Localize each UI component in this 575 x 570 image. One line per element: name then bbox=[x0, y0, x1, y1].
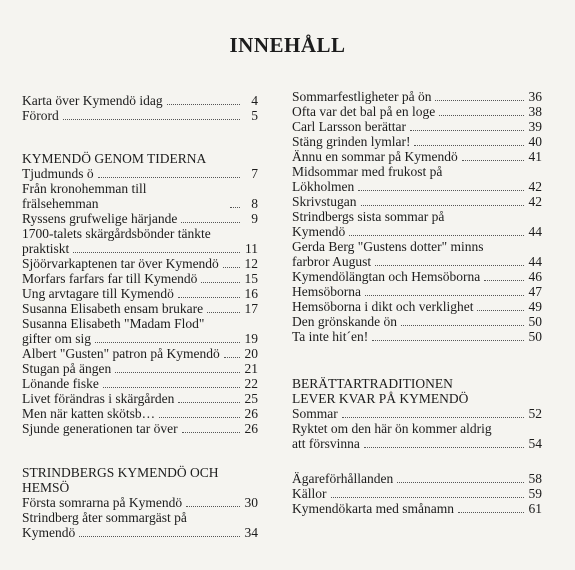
entry-title-line: Strindbergs sista sommar på bbox=[292, 209, 445, 224]
entry-title: Susanna Elisabeth ensam brukare bbox=[22, 301, 204, 316]
toc-entry bbox=[22, 166, 258, 181]
entry-page: 30 bbox=[244, 495, 258, 510]
dot-leader bbox=[397, 482, 524, 483]
entry-page: 19 bbox=[244, 331, 258, 346]
dot-leader bbox=[439, 115, 524, 116]
section-heading: BERÄTTARTRADITIONEN bbox=[292, 376, 453, 391]
dot-leader bbox=[223, 267, 240, 268]
entry-title: Ta inte hit´en! bbox=[292, 329, 369, 344]
entry-page: 50 bbox=[528, 329, 542, 344]
toc-entry bbox=[292, 421, 542, 451]
dot-leader bbox=[458, 512, 524, 513]
dot-leader bbox=[410, 130, 524, 131]
entry-title-line: 1700-talets skärgårdsbönder tänkte bbox=[22, 226, 211, 241]
dot-leader bbox=[372, 340, 524, 341]
entry-page: 5 bbox=[251, 108, 258, 123]
entry-page: 41 bbox=[528, 149, 542, 164]
dot-leader bbox=[224, 357, 240, 358]
entry-title: Förord bbox=[22, 108, 59, 123]
section-kymendo-genom-tiderna bbox=[22, 151, 258, 436]
toc-entry bbox=[22, 226, 258, 256]
entry-page: 47 bbox=[528, 284, 542, 299]
toc-entry bbox=[292, 314, 542, 329]
toc-entry bbox=[292, 134, 542, 149]
dot-leader bbox=[181, 222, 240, 223]
entry-title: Ryssens grufwelige härjande bbox=[22, 211, 178, 226]
toc-entry bbox=[292, 471, 542, 486]
entry-title: praktiskt bbox=[22, 241, 70, 256]
toc-entry bbox=[292, 284, 542, 299]
left-group-intro bbox=[22, 93, 258, 123]
section-strindbergs-kymendo bbox=[22, 465, 258, 540]
toc-entry bbox=[292, 149, 542, 164]
entry-title: Hemsöborna bbox=[292, 284, 361, 299]
dot-leader bbox=[95, 342, 240, 343]
entry-title: Livet förändras i skärgården bbox=[22, 391, 175, 406]
toc-entry bbox=[22, 301, 258, 316]
entry-title-line: Ryktet om den här ön kommer aldrig bbox=[292, 421, 492, 436]
entry-page: 61 bbox=[528, 501, 542, 516]
entry-page: 50 bbox=[528, 314, 542, 329]
entry-title: Men när katten skötsb… bbox=[22, 406, 156, 421]
entry-title: Kymendö bbox=[22, 525, 76, 540]
entry-title-line: Gerda Berg "Gustens dotter" minns bbox=[292, 239, 484, 254]
dot-leader bbox=[73, 252, 240, 253]
entry-title: Från kronohemman till frälsehemman bbox=[22, 181, 150, 211]
entry-page: 58 bbox=[528, 471, 542, 486]
entry-page: 15 bbox=[244, 271, 258, 286]
toc-entry bbox=[292, 239, 542, 269]
dot-leader bbox=[115, 372, 240, 373]
section-heading: HEMSÖ bbox=[22, 480, 70, 495]
dot-leader bbox=[484, 280, 524, 281]
entry-page: 46 bbox=[528, 269, 542, 284]
entry-page: 7 bbox=[251, 166, 258, 181]
toc-entry bbox=[22, 495, 258, 510]
dot-leader bbox=[361, 205, 524, 206]
dot-leader bbox=[375, 265, 524, 266]
entry-title: Första somrarna på Kymendö bbox=[22, 495, 183, 510]
dot-leader bbox=[63, 119, 240, 120]
entry-page: 21 bbox=[244, 361, 258, 376]
entry-title: Ofta var det bal på en loge bbox=[292, 104, 436, 119]
dot-leader bbox=[167, 104, 240, 105]
toc-entry bbox=[22, 256, 258, 271]
toc-entry bbox=[292, 209, 542, 239]
entry-title: Sjunde generationen tar över bbox=[22, 421, 178, 436]
toc-entry bbox=[22, 346, 258, 361]
entry-page: 4 bbox=[251, 93, 258, 108]
entry-page: 59 bbox=[528, 486, 542, 501]
entry-title: Albert "Gusten" patron på Kymendö bbox=[22, 346, 220, 361]
dot-leader bbox=[201, 282, 240, 283]
dot-leader bbox=[365, 295, 524, 296]
dot-leader bbox=[462, 160, 524, 161]
toc-entry bbox=[292, 164, 542, 194]
entry-page: 26 bbox=[244, 406, 258, 421]
dot-leader bbox=[401, 325, 524, 326]
toc-entry bbox=[292, 329, 542, 344]
toc-entry bbox=[292, 104, 542, 119]
toc-entry bbox=[22, 211, 258, 226]
right-group-appendix bbox=[292, 471, 542, 516]
entry-page: 9 bbox=[251, 211, 258, 226]
entry-page: 20 bbox=[244, 346, 258, 361]
entry-title: Ung arvtagare till Kymendö bbox=[22, 286, 174, 301]
entry-page: 26 bbox=[244, 421, 258, 436]
entry-title-line: Susanna Elisabeth "Madam Flod" bbox=[22, 316, 205, 331]
toc-entry bbox=[22, 391, 258, 406]
entry-page: 22 bbox=[244, 376, 258, 391]
toc-entry bbox=[292, 119, 542, 134]
section-berattartraditionen bbox=[292, 376, 542, 451]
dot-leader bbox=[414, 145, 524, 146]
entry-page: 44 bbox=[528, 224, 542, 239]
section-heading: STRINDBERGS KYMENDÖ OCH bbox=[22, 465, 219, 480]
section-heading: KYMENDÖ GENOM TIDERNA bbox=[22, 151, 207, 166]
entry-title: Ännu en sommar på Kymendö bbox=[292, 149, 458, 164]
dot-leader bbox=[207, 312, 240, 313]
entry-title: Hemsöborna i dikt och verklighet bbox=[292, 299, 474, 314]
entry-page: 52 bbox=[528, 406, 542, 421]
dot-leader bbox=[79, 536, 240, 537]
toc-entry bbox=[292, 486, 542, 501]
entry-page: 40 bbox=[528, 134, 542, 149]
entry-title: Sommar bbox=[292, 406, 338, 421]
dot-leader bbox=[159, 417, 240, 418]
toc-entry bbox=[292, 406, 542, 421]
toc-entry bbox=[292, 89, 542, 104]
entry-title: Tjudmunds ö bbox=[22, 166, 94, 181]
entry-page: 54 bbox=[528, 436, 542, 451]
entry-title: Sjöörvarkaptenen tar över Kymendö bbox=[22, 256, 219, 271]
entry-title: Lökholmen bbox=[292, 179, 355, 194]
dot-leader bbox=[358, 190, 524, 191]
entry-title: Carl Larsson berättar bbox=[292, 119, 406, 134]
dot-leader bbox=[178, 402, 240, 403]
toc-entry bbox=[22, 361, 258, 376]
entry-title: gifter om sig bbox=[22, 331, 91, 346]
entry-title: Lönande fiske bbox=[22, 376, 99, 391]
dot-leader bbox=[477, 310, 524, 311]
entry-page: 36 bbox=[528, 89, 542, 104]
dot-leader bbox=[98, 177, 240, 178]
entry-title: Skrivstugan bbox=[292, 194, 357, 209]
entry-page: 44 bbox=[528, 254, 542, 269]
toc-entry bbox=[292, 501, 542, 516]
entry-page: 8 bbox=[251, 196, 258, 211]
toc-entry bbox=[22, 108, 258, 123]
toc-entry bbox=[292, 194, 542, 209]
entry-title: Källor bbox=[292, 486, 327, 501]
toc-entry bbox=[22, 406, 258, 421]
toc-entry bbox=[22, 316, 258, 346]
toc-entry bbox=[22, 286, 258, 301]
toc-entry bbox=[22, 376, 258, 391]
dot-leader bbox=[230, 207, 240, 208]
entry-title-line: Strindberg åter sommargäst på bbox=[22, 510, 187, 525]
toc-entry bbox=[22, 421, 258, 436]
toc-entry bbox=[22, 271, 258, 286]
entry-page: 16 bbox=[244, 286, 258, 301]
entry-page: 34 bbox=[244, 525, 258, 540]
toc-entry bbox=[22, 93, 258, 108]
dot-leader bbox=[103, 387, 240, 388]
section-heading: LEVER KVAR PÅ KYMENDÖ bbox=[292, 391, 469, 406]
entry-page: 25 bbox=[244, 391, 258, 406]
entry-title: Stäng grinden lymlar! bbox=[292, 134, 411, 149]
entry-page: 39 bbox=[528, 119, 542, 134]
toc-entry bbox=[22, 181, 258, 211]
entry-title: Ägareförhållanden bbox=[292, 471, 394, 486]
entry-title: Kymendökarta med smånamn bbox=[292, 501, 454, 516]
entry-title: farbror August bbox=[292, 254, 372, 269]
right-group-summer bbox=[292, 89, 542, 344]
dot-leader bbox=[186, 506, 240, 507]
entry-page: 38 bbox=[528, 104, 542, 119]
toc-entry bbox=[292, 269, 542, 284]
entry-title: Sommarfestligheter på ön bbox=[292, 89, 432, 104]
dot-leader bbox=[349, 235, 524, 236]
dot-leader bbox=[182, 432, 240, 433]
entry-title: att försvinna bbox=[292, 436, 360, 451]
entry-page: 42 bbox=[528, 194, 542, 209]
entry-title: Karta över Kymendö idag bbox=[22, 93, 163, 108]
dot-leader bbox=[364, 447, 524, 448]
dot-leader bbox=[342, 417, 524, 418]
entry-title-line: Midsommar med frukost på bbox=[292, 164, 443, 179]
entry-page: 42 bbox=[528, 179, 542, 194]
page-title: INNEHÅLL bbox=[229, 33, 346, 57]
right-column bbox=[292, 89, 542, 516]
entry-title: Den grönskande ön bbox=[292, 314, 397, 329]
entry-title: Kymendö bbox=[292, 224, 346, 239]
toc-entry bbox=[292, 299, 542, 314]
toc-entry bbox=[22, 510, 258, 540]
entry-page: 11 bbox=[245, 241, 258, 256]
dot-leader bbox=[331, 497, 525, 498]
entry-page: 17 bbox=[244, 301, 258, 316]
entry-title: Morfars farfars far till Kymendö bbox=[22, 271, 198, 286]
dot-leader bbox=[435, 100, 524, 101]
entry-title: Kymendölängtan och Hemsöborna bbox=[292, 269, 481, 284]
left-column bbox=[22, 93, 258, 540]
entry-page: 49 bbox=[528, 299, 542, 314]
entry-title: Stugan på ängen bbox=[22, 361, 112, 376]
dot-leader bbox=[178, 297, 240, 298]
entry-page: 12 bbox=[244, 256, 258, 271]
